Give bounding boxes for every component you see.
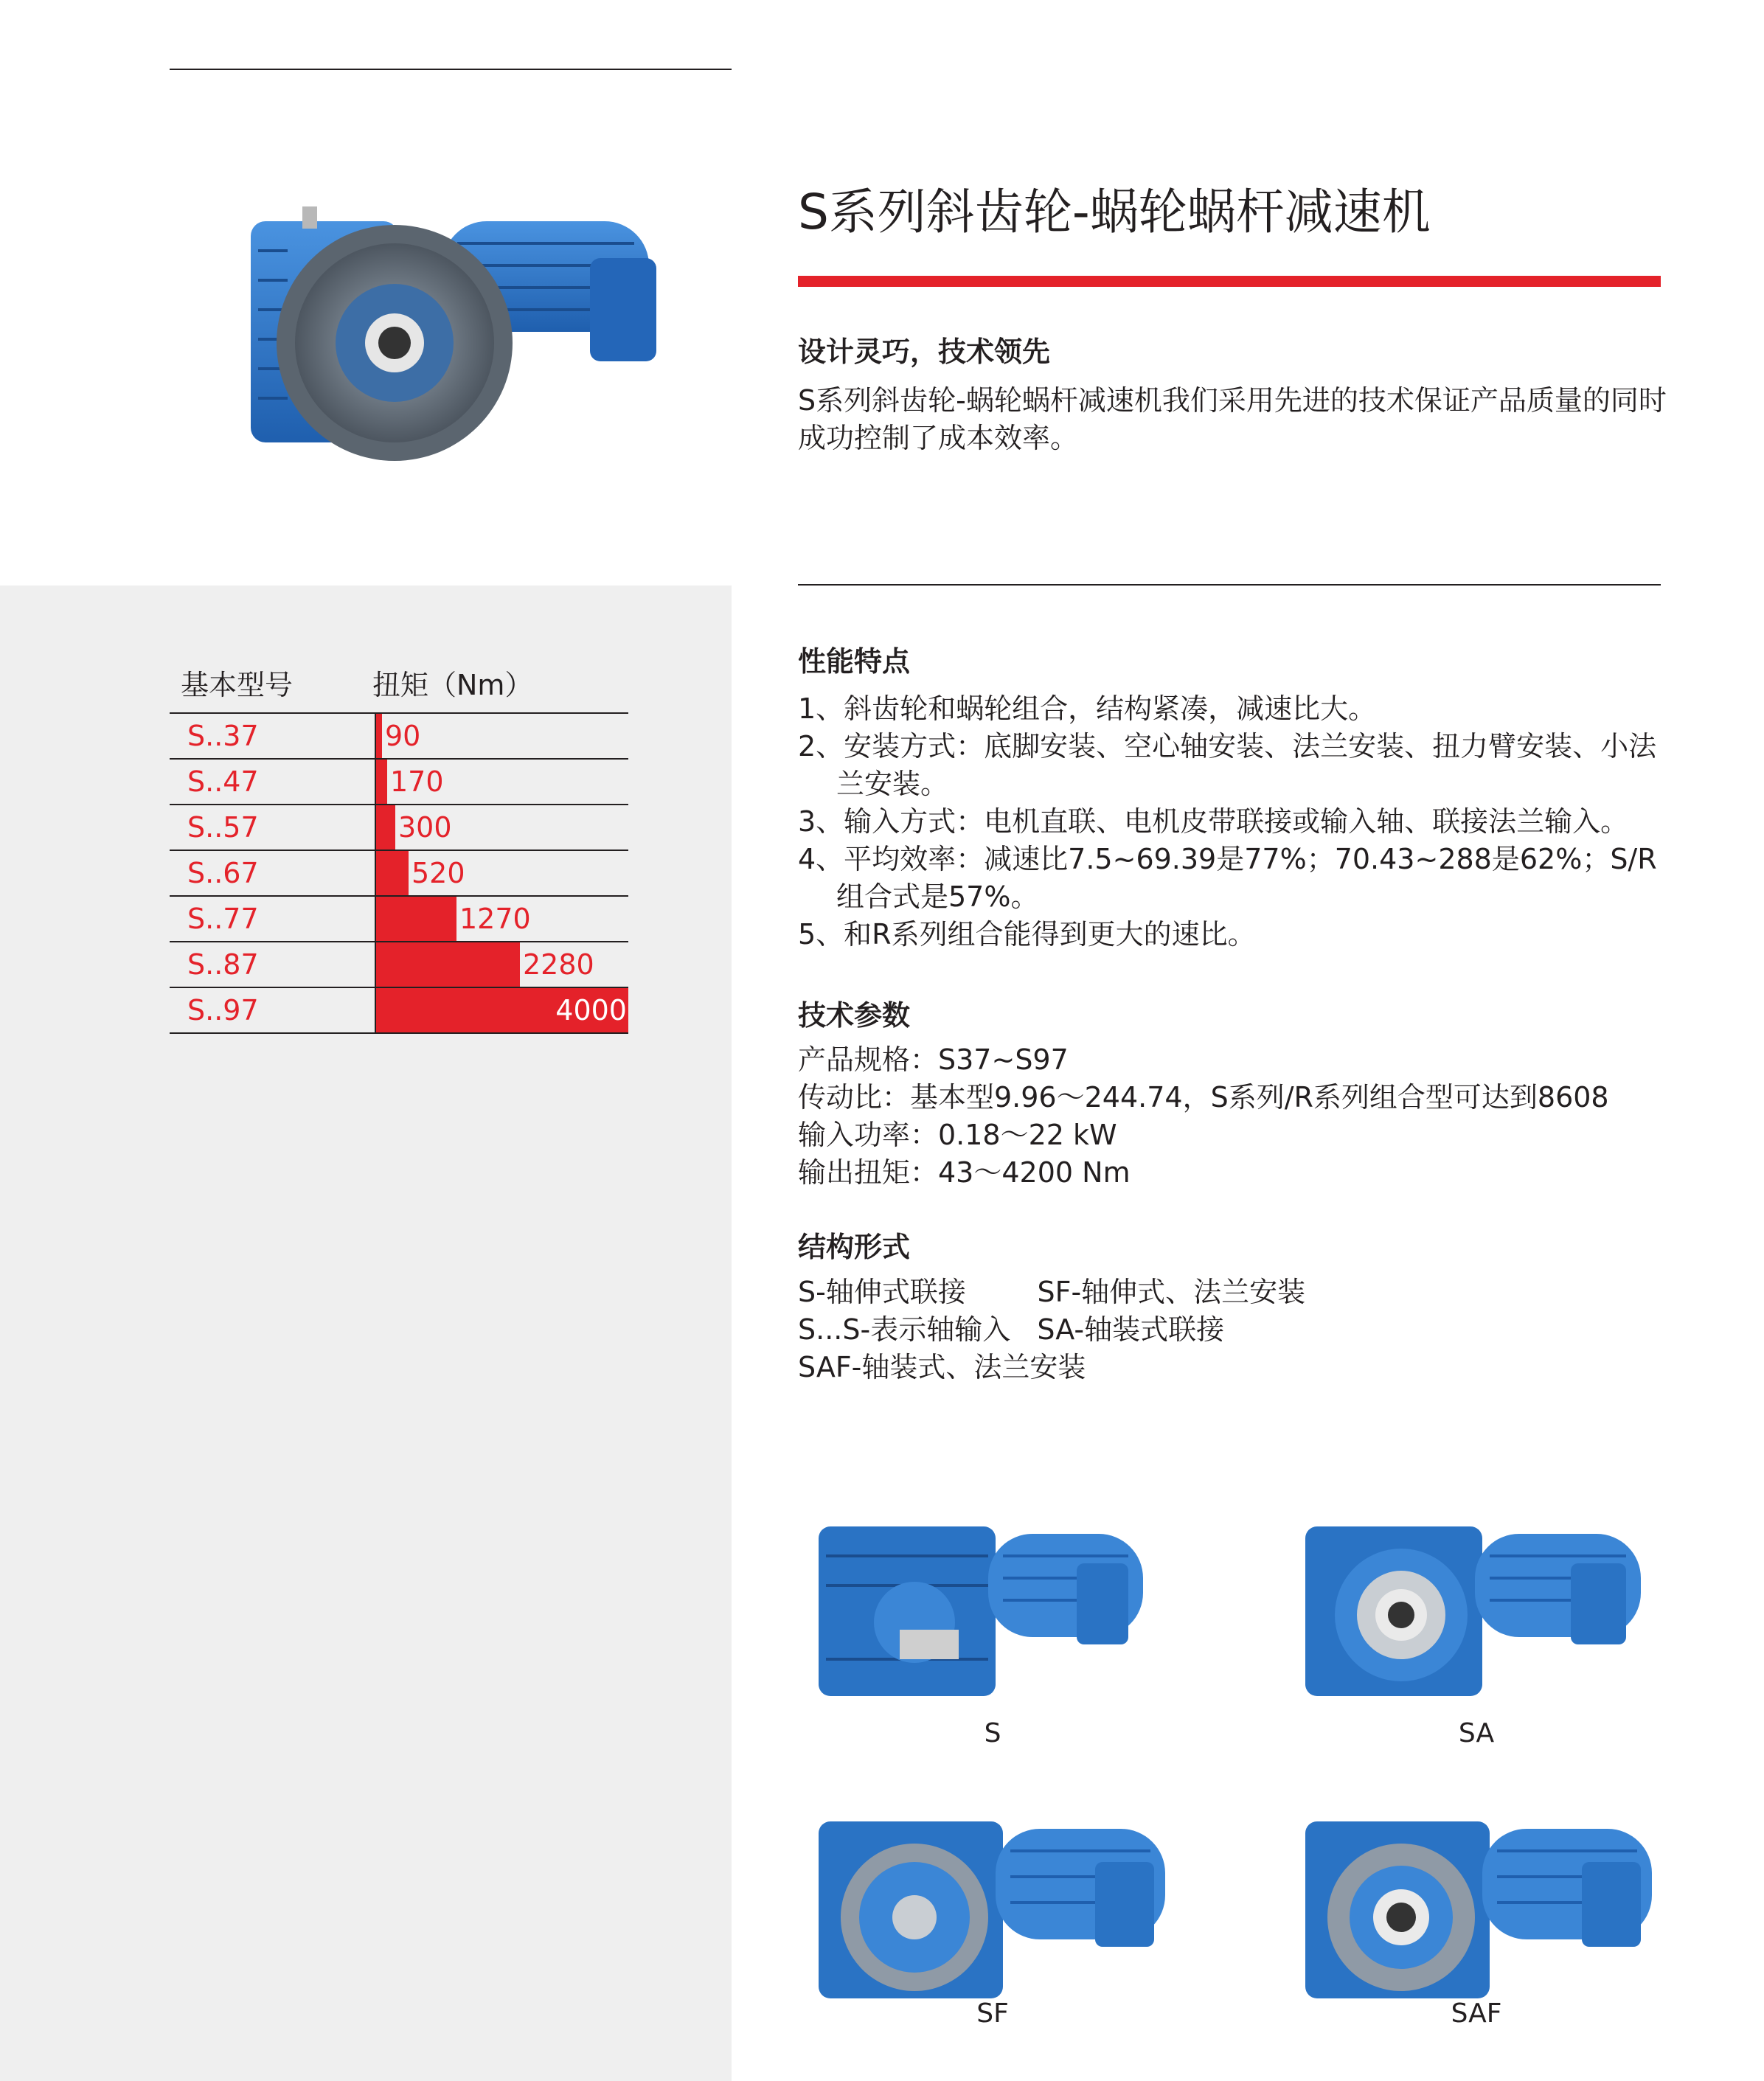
torque-row-model: S..77	[187, 903, 259, 935]
torque-bar	[376, 942, 520, 987]
features-list	[798, 690, 1668, 953]
intro-paragraph: S系列斜齿轮-蜗轮蜗杆减速机我们采用先进的技术保证产品质量的同时成功控制了成本效率。	[798, 384, 1667, 454]
variant-sf-image	[811, 1807, 1173, 2013]
structure-item: S...S-表示轴输入 SA-轴装式联接	[798, 1313, 1225, 1346]
torque-row	[170, 897, 628, 942]
tech-item: 传动比：基本型9.96～244.74，S系列/R系列组合型可达到8608	[798, 1081, 1609, 1114]
torque-row	[170, 988, 628, 1034]
variant-sf-caption: SF	[976, 1998, 1009, 2029]
torque-row-model: S..67	[187, 857, 259, 889]
torque-row-model: S..57	[187, 811, 259, 844]
tech-item: 输入功率：0.18～22 kW	[798, 1119, 1117, 1151]
torque-row	[170, 851, 628, 897]
feature-item: 3、输入方式：电机直联、电机皮带联接或输入轴、联接法兰输入。	[798, 805, 1629, 838]
tech-list	[798, 1041, 1609, 1192]
page-title: S系列斜齿轮-蜗轮蜗杆减速机	[798, 184, 1431, 240]
feature-item: 2、安装方式：底脚安装、空心轴安装、法兰安装、扭力臂安装、小法兰安装。	[798, 730, 1657, 800]
torque-value: 520	[412, 857, 465, 889]
torque-row	[170, 714, 628, 760]
torque-bar	[376, 851, 409, 895]
tech-heading: 技术参数	[798, 999, 911, 1032]
variant-saf-image	[1298, 1807, 1659, 2013]
torque-row	[170, 805, 628, 851]
torque-value: 300	[398, 811, 452, 844]
structure-list	[798, 1274, 1305, 1386]
features-heading: 性能特点	[798, 645, 911, 678]
table-header-torque: 扭矩（Nm）	[372, 669, 533, 701]
intro-heading: 设计灵巧，技术领先	[798, 336, 1051, 368]
feature-item: 1、斜齿轮和蜗轮组合，结构紧凑，减速比大。	[798, 692, 1377, 725]
variant-s-image	[811, 1512, 1150, 1711]
torque-row-model: S..37	[187, 720, 259, 752]
feature-item: 4、平均效率：减速比7.5~69.39是77%；70.43~288是62%；S/R组合式是57%。	[798, 843, 1657, 913]
torque-value: 170	[390, 765, 444, 798]
title-accent-bar	[798, 276, 1661, 287]
torque-row-model: S..87	[187, 948, 259, 981]
main-product-image	[236, 199, 678, 465]
variant-sa-caption: SA	[1458, 1718, 1495, 1748]
torque-row-model: S..47	[187, 765, 259, 798]
variant-s-caption: S	[984, 1718, 1001, 1748]
table-header-model: 基本型号	[181, 669, 294, 701]
tech-item: 产品规格：S37~S97	[798, 1043, 1069, 1076]
torque-bar	[376, 897, 456, 941]
torque-row	[170, 760, 628, 805]
structure-heading: 结构形式	[798, 1231, 911, 1263]
torque-bar	[376, 714, 382, 758]
torque-bar	[376, 760, 387, 804]
variant-saf-caption: SAF	[1451, 1998, 1502, 2029]
torque-value: 4000	[555, 994, 627, 1026]
tech-item: 输出扭矩：43～4200 Nm	[798, 1156, 1131, 1189]
torque-value: 1270	[459, 903, 531, 935]
variant-sa-image	[1298, 1512, 1652, 1711]
structure-item: S-轴伸式联接 SF-轴伸式、法兰安装	[798, 1276, 1306, 1308]
torque-row-model: S..97	[187, 994, 259, 1026]
torque-bar	[376, 805, 395, 850]
torque-value: 90	[385, 720, 421, 752]
top-divider	[170, 69, 732, 70]
feature-item: 5、和R系列组合能得到更大的速比。	[798, 918, 1256, 951]
structure-item: SAF-轴装式、法兰安装	[798, 1351, 1086, 1383]
torque-row	[170, 942, 628, 988]
section-divider	[798, 584, 1661, 586]
torque-value: 2280	[523, 948, 594, 981]
